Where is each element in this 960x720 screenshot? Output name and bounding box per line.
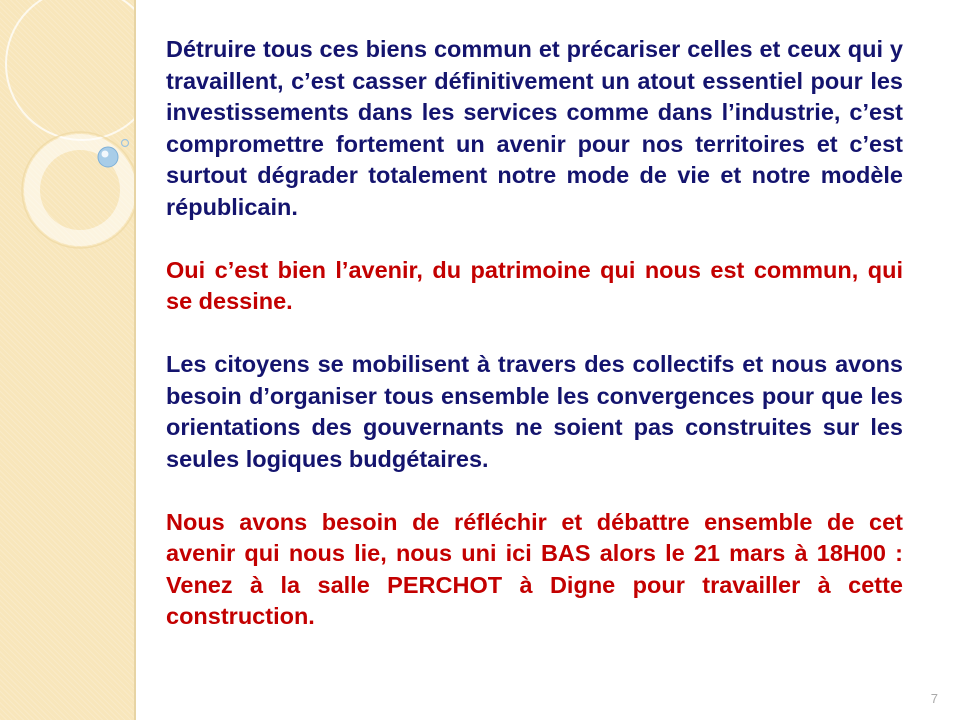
slide-body [166,34,903,664]
decorative-sidebar [0,0,134,720]
slide-page-number: 7 [930,691,938,706]
paragraph-citoyens-mobilisation: Les citoyens se mobilisent à travers des collectifs et nous avons besoin d’organiser tous ensemble les convergences pour que les orientations des gouvernants ne soient pas construites sur les seules logiques budgétaires. [166,351,903,472]
decorative-large-ring [6,0,134,140]
decorative-blue-bubble [98,147,118,167]
paragraph-destruction-services: Détruire tous ces biens commun et précariser celles et ceux qui y travaillent, c’est casser définitivement un atout essentiel pour les investissements dans les services comme dans l’industrie, c’est compromettre fortement un avenir pour nos territoires et c’est surtout dégrader totalement notre mode de vie et notre modèle républicain. [166,36,903,220]
paragraph-avenir-patrimoine: Oui c’est bien l’avenir, du patrimoine qui nous est commun, qui se dessine. [166,256,903,314]
paragraph-rendez-vous-digne: Nous avons besoin de réfléchir et débattre ensemble de cet avenir qui nous lie, nous uni ici BAS alors le 21 mars à 18H00 : Venez à la salle PERCHOT à Digne pour travailler à cette construction. [166,508,903,629]
bubble-highlight [102,151,109,158]
decorative-small-bubble [122,140,129,147]
sidebar-border [134,0,136,720]
sidebar-decoration-graphic [0,0,134,720]
